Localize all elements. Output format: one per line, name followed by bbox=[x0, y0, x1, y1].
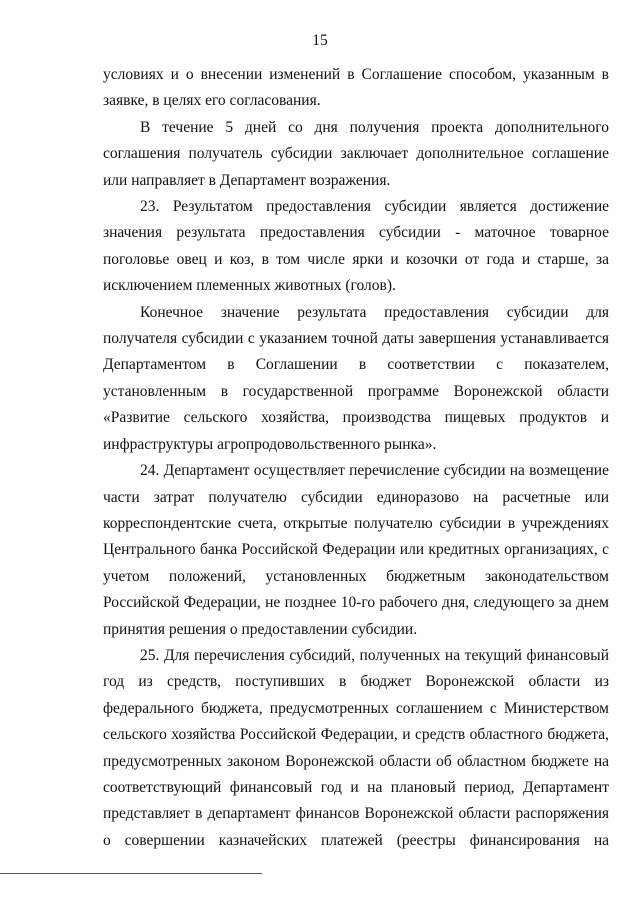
footer-divider bbox=[0, 873, 262, 874]
paragraph-25: 25. Для перечисления субсидий, полученных на текущий финансовый год из средств, поступивших в бюджет Воронежской области из федерального бюджета, предусмотренных соглашением с Министерством сельского хозяйства Российской Федерации, и средств областного бюджета, предусмотренных законом Воронежской области об областном бюджете на соответствующий финансовый год и на плановый период, Департамент представляет в департамент финансов Воронежской области распоряжения о совершении казначейских платежей (реестры финансирования на bbox=[103, 646, 609, 849]
paragraph-continuation: условиях и о внесении изменений в Соглашение способом, указанным в заявке, в целях его согласования. bbox=[103, 66, 609, 110]
paragraph-final-value: Конечное значение результата предоставления субсидии для получателя субсидии с указанием точной даты завершения устанавливается Департаментом в Соглашении в соответствии с показателем, установленным в государственной программе Воронежской области «Развитие сельского хозяйства, производства пищевых продуктов и инфраструктуры агропродовольственного рынка». bbox=[103, 303, 609, 453]
document-body bbox=[103, 62, 609, 854]
paragraph-24: 24. Департамент осуществляет перечисление субсидии на возмещение части затрат получателю субсидии единоразово на расчетные или корреспондентские счета, открытые получателю субсидии в учреждениях Центрального банка Российской Федерации или кредитных организациях, с учетом положений, установленных бюджетным законодательством Российской Федерации, не позднее 10-го рабочего дня, следующего за днем принятия решения о предоставлении субсидии. bbox=[103, 462, 609, 638]
paragraph-23: 23. Результатом предоставления субсидии является достижение значения результата предоставления субсидии - маточное товарное поголовье овец и коз, в том числе ярки и козочки от года и старше, за исключением племенных животных (голов). bbox=[103, 198, 609, 295]
paragraph-additional-agreement: В течение 5 дней со дня получения проекта дополнительного соглашения получатель субсидии заключает дополнительное соглашение или направляет в Департамент возражения. bbox=[103, 118, 609, 189]
page-number: 15 bbox=[312, 32, 328, 49]
